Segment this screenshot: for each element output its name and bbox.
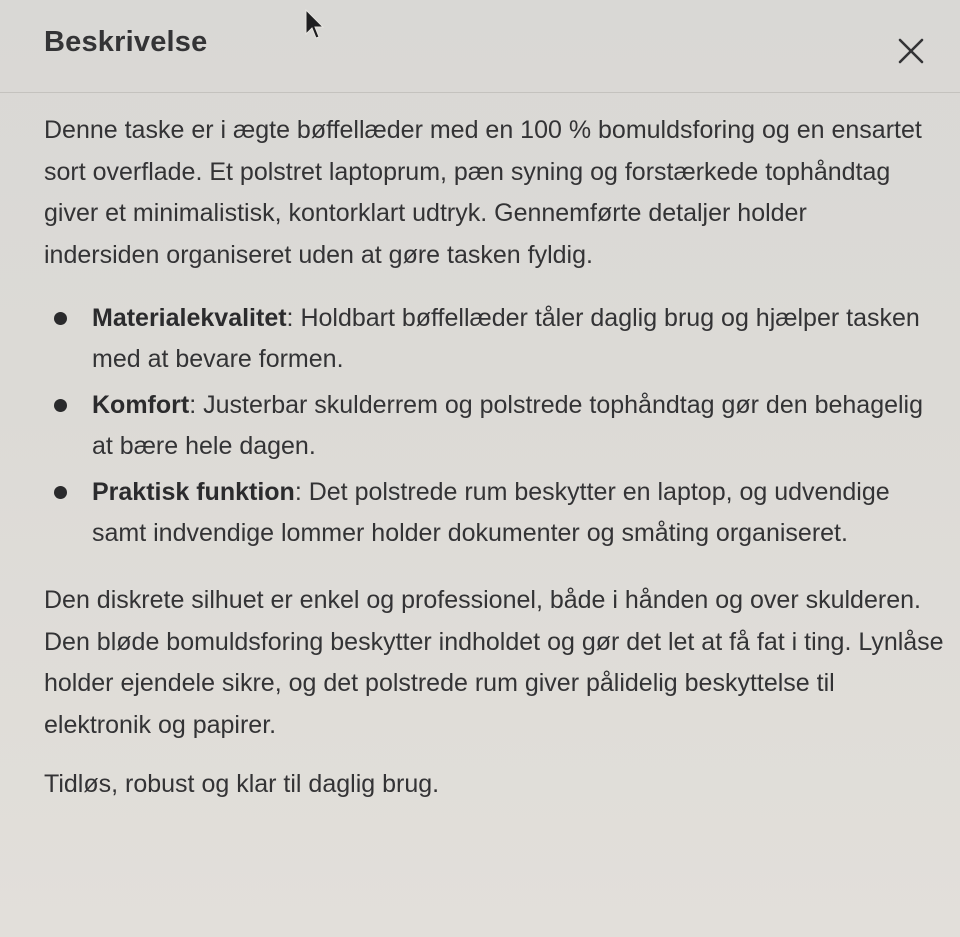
feature-text: : Det polstrede rum beskytter en laptop, og udvendige samt indvendige lommer holder dokumenter og småting organiseret. [92, 478, 890, 547]
closing-paragraph: Tidløs, robust og klar til daglig brug. [44, 770, 440, 798]
close-icon [895, 35, 927, 67]
close-button[interactable] [895, 35, 927, 67]
bullet-icon [54, 486, 67, 499]
feature-list [44, 298, 944, 554]
dialog-header [0, 0, 960, 93]
list-item-praktisk-funktion [44, 472, 937, 554]
feature-label: Praktisk funktion [92, 478, 295, 506]
bullet-icon [54, 312, 67, 325]
mouse-pointer-icon [304, 9, 324, 41]
list-item-komfort [44, 385, 937, 467]
feature-text: : Justerbar skulderrem og polstrede tophåndtag gør den behagelig at bære hele dagen. [92, 391, 924, 460]
dialog-body [44, 110, 944, 806]
list-item-materialekvalitet [44, 298, 937, 380]
intro-paragraph: Denne taske er i ægte bøffellæder med en 100 % bomuldsforing og en ensartet sort overflade. Et polstret laptoprum, pæn syning og forstærkede tophåndtag giver et minimalistisk, kontorklart udtryk. Gennemførte detaljer holder indersiden organiseret uden at gøre tasken fyldig. [44, 116, 922, 269]
outro-paragraph: Den diskrete silhuet er enkel og professionel, både i hånden og over skulderen. Den bløde bomuldsforing beskytter indholdet og gør det let at få fat i ting. Lynlåse holder ejendele sikre, og det polstrede rum giver pålidelig beskyttelse til elektronik og papirer. [44, 586, 944, 739]
feature-label: Materialekvalitet [92, 304, 287, 332]
dialog-title: Beskrivelse [44, 26, 208, 58]
feature-label: Komfort [92, 391, 190, 419]
feature-text: : Holdbart bøffellæder tåler daglig brug og hjælper tasken med at bevare formen. [92, 304, 920, 373]
bullet-icon [54, 399, 67, 412]
